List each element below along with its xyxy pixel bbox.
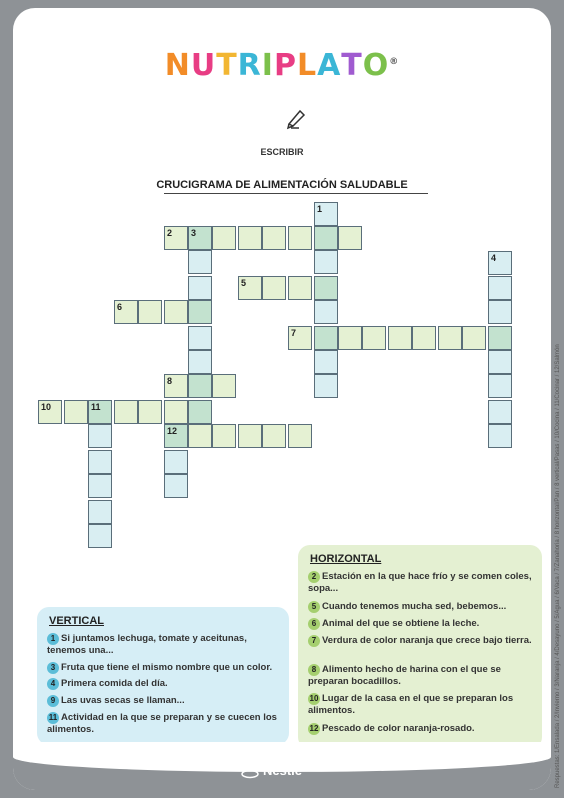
clue-number-badge: 12 xyxy=(309,724,319,733)
logo-letter: A xyxy=(317,48,342,83)
crossword-cell[interactable] xyxy=(188,226,212,250)
clue-number-badge: 1 xyxy=(47,633,59,645)
clue-number: 5 xyxy=(241,278,247,288)
crossword-cell[interactable] xyxy=(488,326,512,350)
crossword-cell[interactable] xyxy=(212,424,236,448)
answers-text: Respuestas: 1/Ensalada / 2/Invierno / 3/Naranja / 4/Desayuno / 5/Agua / 6/Vaca / 7/Zanahoria / 8 horizontal/Pan / 8 vertical/Pasas / 10/Cocina / 11/Cocinar / 12/Salmón xyxy=(555,344,561,788)
clue-item xyxy=(308,635,533,647)
crossword-cell[interactable] xyxy=(338,326,362,350)
crossword-cell[interactable] xyxy=(314,326,338,350)
clue-item xyxy=(308,664,533,688)
crossword-cell[interactable] xyxy=(188,424,212,448)
clue-number-badge: 9 xyxy=(47,695,59,707)
crossword-cell[interactable] xyxy=(338,226,362,250)
clue-number: 1 xyxy=(317,204,323,214)
crossword-cell[interactable] xyxy=(262,226,286,250)
title-underline xyxy=(164,193,428,194)
crossword-cell[interactable] xyxy=(314,202,338,226)
crossword-cell[interactable] xyxy=(188,276,212,300)
crossword-cell[interactable] xyxy=(314,250,338,274)
clue-number: 12 xyxy=(167,426,178,436)
logo-letter: L xyxy=(296,48,318,83)
logo-letter: U xyxy=(190,48,217,83)
crossword-cell[interactable] xyxy=(188,374,212,398)
crossword-cell[interactable] xyxy=(438,326,462,350)
crossword-cell[interactable] xyxy=(164,374,188,398)
crossword-cell[interactable] xyxy=(488,374,512,398)
clue-number-badge: 8 xyxy=(308,664,320,676)
vertical-clues-panel xyxy=(37,607,289,745)
crossword-cell[interactable] xyxy=(188,350,212,374)
crossword-cell[interactable] xyxy=(362,326,386,350)
clue-number: 3 xyxy=(191,228,197,238)
clue-number-badge: 10 xyxy=(309,694,319,703)
crossword-cell[interactable] xyxy=(138,400,162,424)
crossword-cell[interactable] xyxy=(88,474,112,498)
clue-item xyxy=(47,633,282,657)
clue-number-badge: 5 xyxy=(308,601,320,613)
crossword-cell[interactable] xyxy=(314,350,338,374)
clue-text: Fruta que tiene el mismo nombre que un color. xyxy=(61,662,273,673)
clue-number-badge: 3 xyxy=(47,662,59,674)
logo-letter: R xyxy=(237,48,262,83)
crossword-cell[interactable] xyxy=(314,226,338,250)
clue-text: Alimento hecho de harina con el que se preparan bocadillos. xyxy=(308,664,501,687)
crossword-cell[interactable] xyxy=(164,424,188,448)
crossword-cell[interactable] xyxy=(88,524,112,548)
crossword-cell[interactable] xyxy=(114,400,138,424)
nestle-nest-icon xyxy=(241,762,259,778)
crossword-cell[interactable] xyxy=(314,374,338,398)
clue-item xyxy=(308,571,533,595)
crossword-cell[interactable] xyxy=(488,350,512,374)
page-title: CRUCIGRAMA DE ALIMENTACIÓN SALUDABLE xyxy=(156,179,408,191)
clue-number: 7 xyxy=(291,328,297,338)
crossword-cell[interactable] xyxy=(88,450,112,474)
crossword-cell[interactable] xyxy=(38,400,62,424)
clue-text: Animal del que se obtiene la leche. xyxy=(322,618,480,629)
logo-letters xyxy=(165,48,390,83)
clue-text: Si juntamos lechuga, tomate y aceitunas, tenemos una... xyxy=(47,633,247,656)
crossword-cell[interactable] xyxy=(188,300,212,324)
crossword-cell[interactable] xyxy=(212,374,236,398)
crossword-cell[interactable] xyxy=(262,276,286,300)
registered-mark: ® xyxy=(389,57,400,67)
clue-number-badge: 6 xyxy=(308,618,320,630)
worksheet-page xyxy=(13,8,561,790)
crossword-cell[interactable] xyxy=(188,400,212,424)
crossword-cell[interactable] xyxy=(412,326,436,350)
clue-text: Pescado de color naranja-rosado. xyxy=(322,723,475,734)
horizontal-clues-panel xyxy=(298,545,542,749)
crossword-cell[interactable] xyxy=(64,400,88,424)
crossword-cell[interactable] xyxy=(164,226,188,250)
crossword-cell[interactable] xyxy=(188,250,212,274)
clue-item xyxy=(47,678,282,690)
horizontal-heading: HORIZONTAL xyxy=(310,553,382,565)
nutriplato-logo xyxy=(13,48,551,83)
crossword-cell[interactable] xyxy=(188,326,212,350)
crossword-cell[interactable] xyxy=(88,500,112,524)
crossword-cell[interactable] xyxy=(164,300,188,324)
crossword-cell[interactable] xyxy=(388,326,412,350)
clue-number: 2 xyxy=(167,228,173,238)
clue-text: Las uvas secas se llaman... xyxy=(61,695,185,706)
clue-item xyxy=(308,618,533,630)
clue-text: Verdura de color naranja que crece bajo tierra. xyxy=(322,635,532,646)
logo-letter: O xyxy=(362,48,390,83)
clue-item xyxy=(308,723,533,735)
crossword-cell[interactable] xyxy=(288,226,312,250)
crossword-cell[interactable] xyxy=(288,276,312,300)
clue-number-badge: 7 xyxy=(308,635,320,647)
crossword-cell[interactable] xyxy=(238,226,262,250)
crossword-cell[interactable] xyxy=(88,424,112,448)
logo-letter: I xyxy=(261,48,274,83)
clue-number: 6 xyxy=(117,302,123,312)
logo-letter: T xyxy=(216,48,238,83)
vertical-heading: VERTICAL xyxy=(49,615,104,627)
clue-text: Estación en la que hace frío y se comen coles, sopa... xyxy=(308,571,532,594)
logo-letter: P xyxy=(273,48,297,83)
clue-text: Cuando tenemos mucha sed, bebemos... xyxy=(322,601,507,612)
clue-number-badge: 2 xyxy=(308,571,320,583)
clue-number: 11 xyxy=(91,402,101,412)
crossword-cell[interactable] xyxy=(488,276,512,300)
crossword-cell[interactable] xyxy=(238,276,262,300)
crossword-cell[interactable] xyxy=(238,424,262,448)
logo-letter: T xyxy=(341,48,363,83)
clue-item xyxy=(308,693,533,717)
crossword-cell[interactable] xyxy=(164,450,188,474)
crossword-cell[interactable] xyxy=(288,326,312,350)
crossword-cell[interactable] xyxy=(88,400,112,424)
clue-number-badge: 11 xyxy=(48,713,58,722)
clue-number: 4 xyxy=(491,253,497,263)
crossword-cell[interactable] xyxy=(212,226,236,250)
clue-text: Primera comida del día. xyxy=(61,678,168,689)
crossword-cell[interactable] xyxy=(164,474,188,498)
clue-item xyxy=(308,601,533,613)
clue-text: Lugar de la casa en el que se preparan los alimentos. xyxy=(308,693,514,716)
crossword-cell[interactable] xyxy=(164,400,188,424)
brand-name: Nestlé xyxy=(263,762,303,778)
clue-text: Actividad en la que se preparan y se cuecen los alimentos. xyxy=(47,712,277,735)
clue-number-badge: 4 xyxy=(47,678,59,690)
clue-item xyxy=(47,662,282,674)
crossword-cell[interactable] xyxy=(314,276,338,300)
crossword-cell[interactable] xyxy=(314,300,338,324)
crossword-cell[interactable] xyxy=(138,300,162,324)
crossword-cell[interactable] xyxy=(288,424,312,448)
clue-number: 8 xyxy=(167,376,173,386)
pencil-icon xyxy=(285,106,309,130)
clue-number: 10 xyxy=(41,402,52,412)
crossword-cell[interactable] xyxy=(488,400,512,424)
crossword-cell[interactable] xyxy=(488,300,512,324)
logo-letter: N xyxy=(164,48,191,83)
clue-item xyxy=(47,712,282,736)
crossword-cell[interactable] xyxy=(488,424,512,448)
nestle-logo xyxy=(241,762,302,778)
writing-label: ESCRIBIR xyxy=(260,147,304,157)
crossword-cell[interactable] xyxy=(488,251,512,275)
crossword-cell[interactable] xyxy=(262,424,286,448)
crossword-cell[interactable] xyxy=(114,300,138,324)
crossword-cell[interactable] xyxy=(462,326,486,350)
clue-item xyxy=(47,695,282,707)
